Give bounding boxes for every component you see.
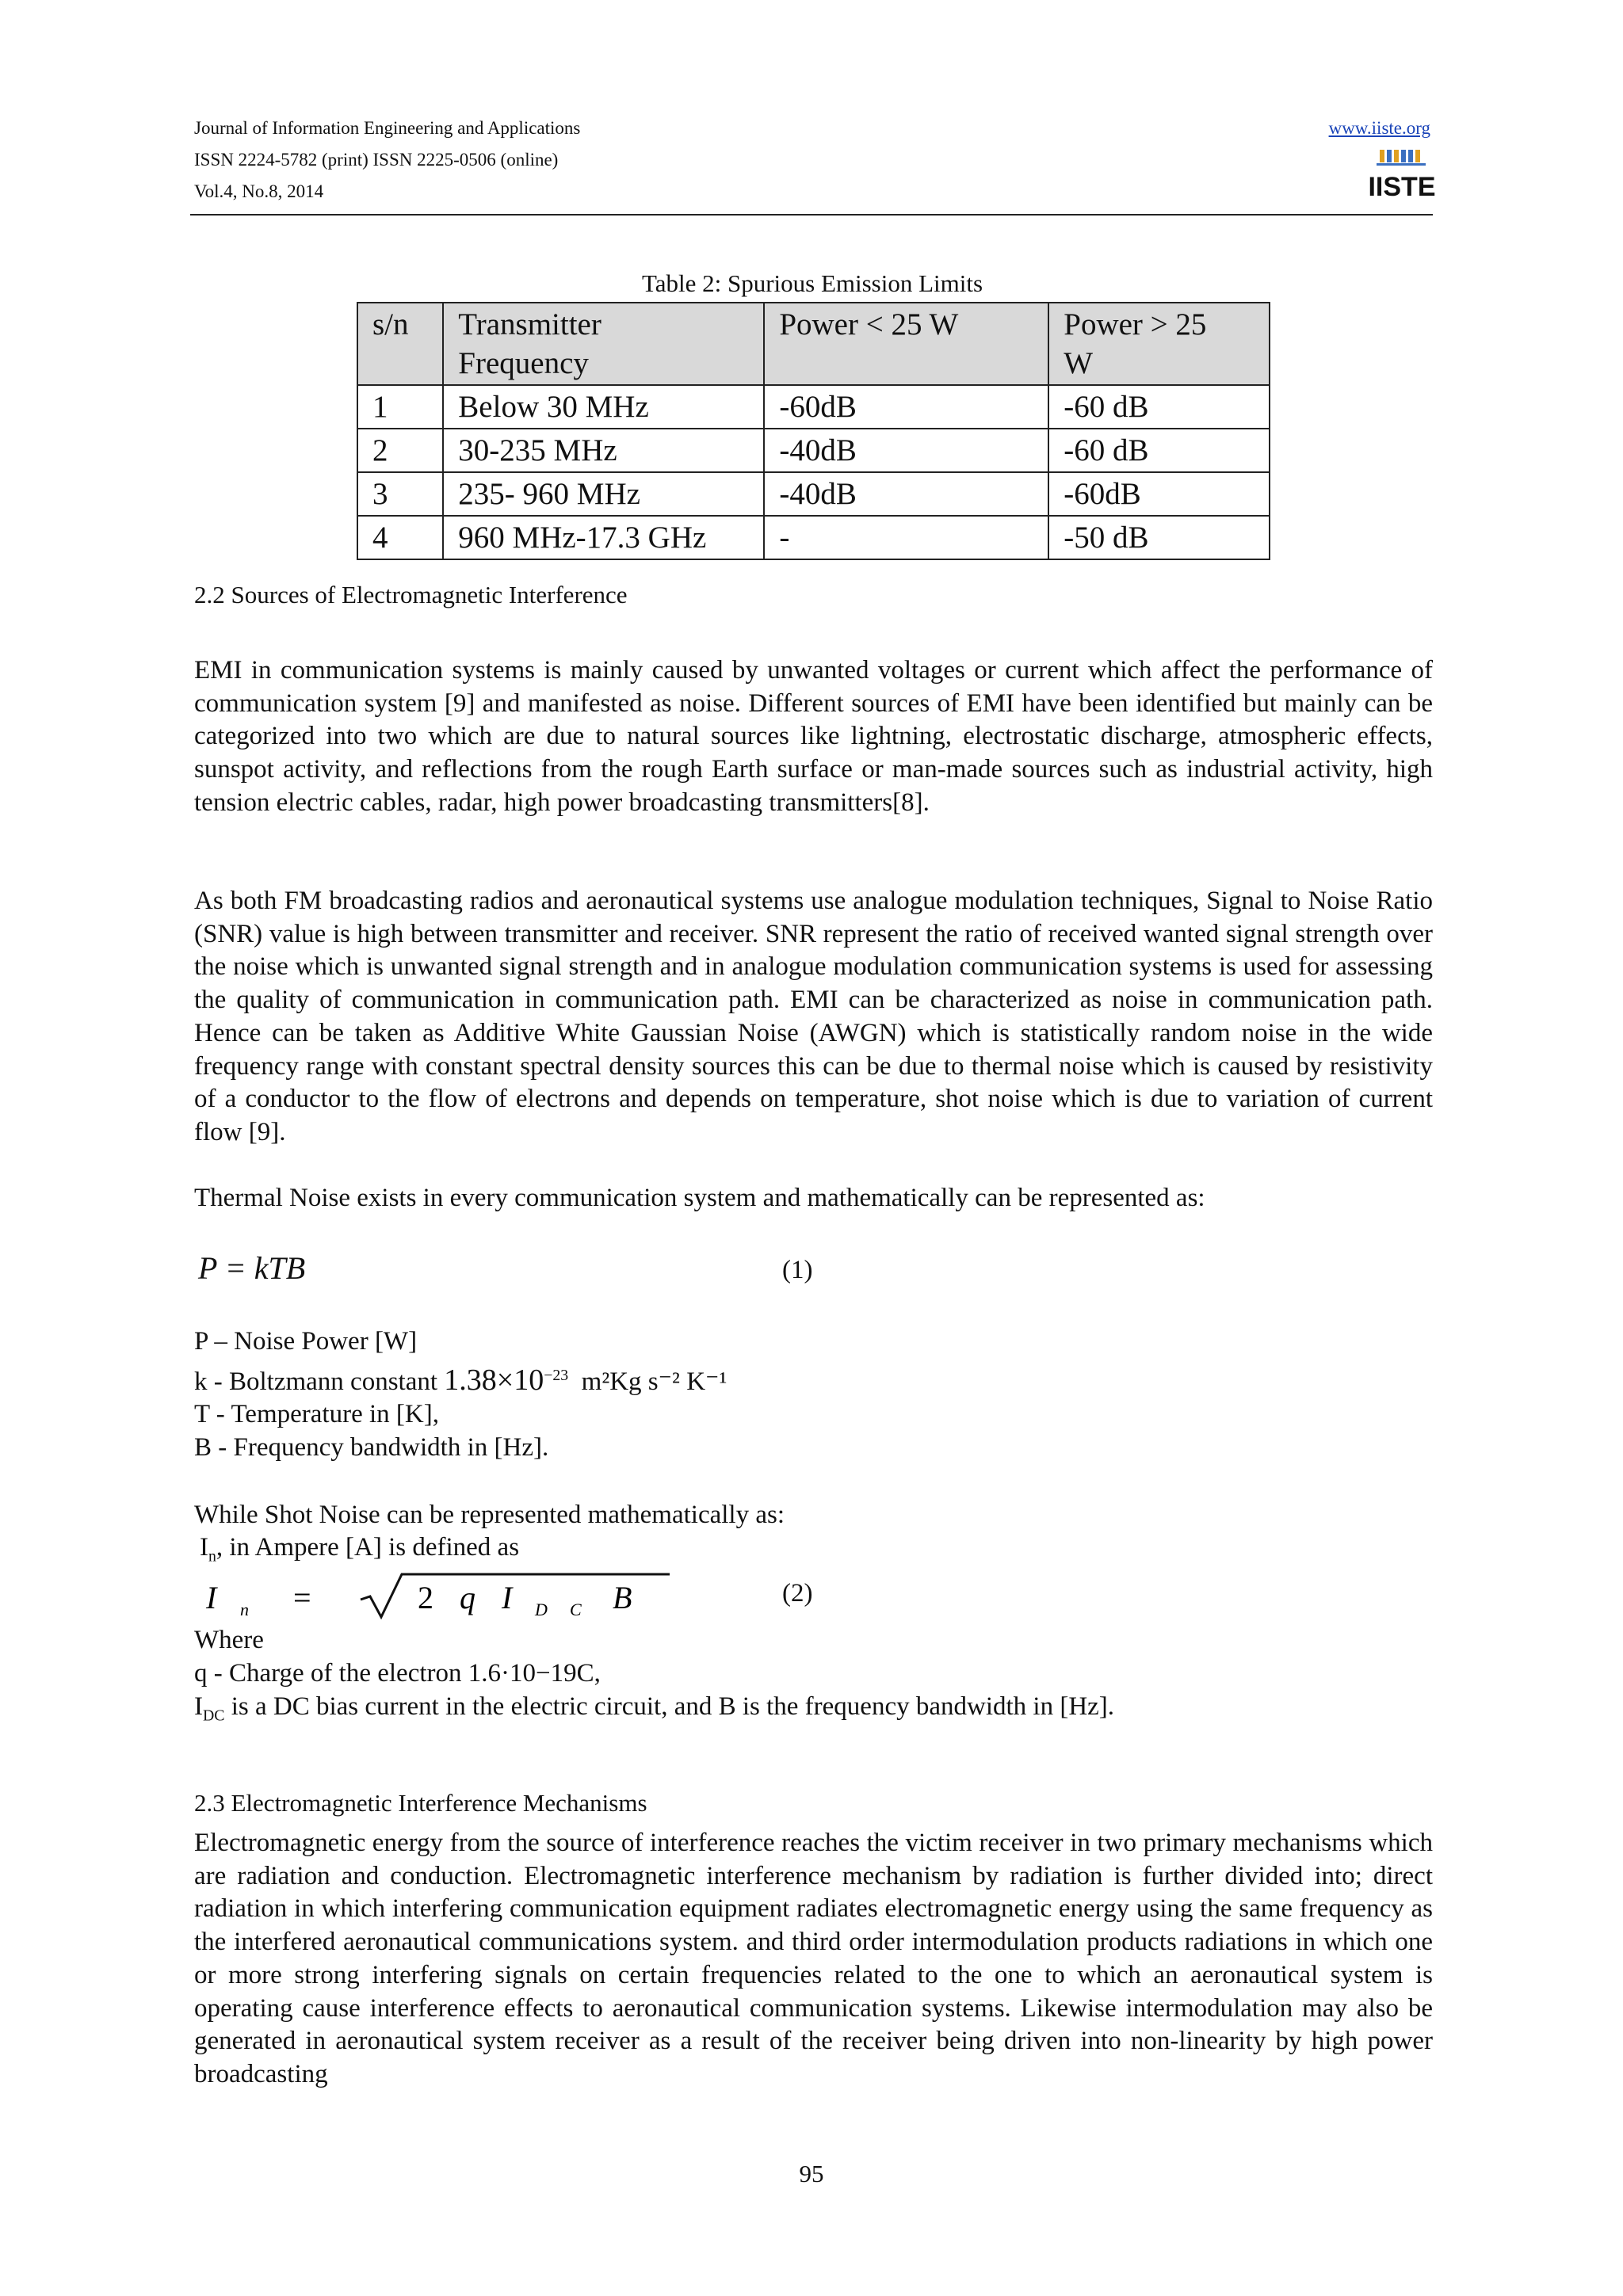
thermal-noise-intro: Thermal Noise exists in every communication system and mathematically can be represented as:	[194, 1184, 1205, 1212]
definition-b: B - Frequency bandwidth in [Hz].	[194, 1433, 549, 1462]
svg-text:2: 2	[418, 1580, 433, 1615]
cell-power-lt: -60dB	[764, 385, 1048, 429]
cell-frequency: 30-235 MHz	[443, 429, 764, 472]
equation-2	[194, 1573, 685, 1620]
cell-frequency: 960 MHz-17.3 GHz	[443, 516, 764, 559]
table-caption: Table 2: Spurious Emission Limits	[641, 269, 983, 297]
table-header-row	[357, 303, 1270, 385]
header-right	[1308, 113, 1430, 144]
equation-1: P = kTB	[198, 1250, 306, 1286]
cell-frequency: Below 30 MHz	[443, 385, 764, 429]
in-definition: $I_n$, in Ampere [A] is defined as	[200, 1533, 520, 1566]
svg-text:B: B	[613, 1580, 632, 1615]
paragraph-interference-mechanisms: Electromagnetic energy from the source of interference reaches the victim receiver in two primary mechanisms which are radiation and conduction. Electromagnetic interference mechanism by radiation is further divided into; direct radiation in which interfering communication equipment radiates electromagnetic energy using the same frequency as the interfered aeronautical communications system. and third order intermodulation products radiations in which one or more strong interfering signals on certain frequencies related to the one to which an aeronautical system is operating cause interference effects to aeronautical communication systems. Likewise intermodulation may also be generated in aeronautical system receiver as a result of the receiver being driven into non-linearity by high power broadcasting	[194, 1829, 1433, 2088]
cell-power-gt: -60dB	[1048, 472, 1270, 516]
definition-k: k - Boltzmann constant $1.38\times 10^{-23}$ m²Kg s⁻² K⁻¹	[194, 1363, 727, 1397]
cell-power-lt: -	[764, 516, 1048, 559]
section-heading-2-3: 2.3 Electromagnetic Interference Mechanisms	[194, 1789, 647, 1817]
cell-frequency: 235- 960 MHz	[443, 472, 764, 516]
definition-q: q - Charge of the electron 1.6·10−19C,	[194, 1659, 601, 1688]
cell-power-gt: -50 dB	[1048, 516, 1270, 559]
website-link[interactable]: www.iiste.org	[1328, 118, 1430, 138]
equation-2-number: (2)	[782, 1579, 813, 1608]
equation-1-number: (1)	[782, 1256, 813, 1284]
journal-header	[194, 113, 580, 208]
cell-power-lt: -40dB	[764, 472, 1048, 516]
svg-text:I: I	[206, 1580, 217, 1615]
header-frequency: Transmitter Frequency	[443, 303, 764, 385]
header-power-gt-25: Power > 25 W	[1048, 303, 1270, 385]
svg-text:=: =	[293, 1580, 311, 1615]
table-row	[357, 516, 1270, 559]
paragraph-emi-sources: EMI in communication systems is mainly caused by unwanted voltages or current which affect the performance of communication system [9] and manifested as noise. Different sources of EMI have been identified but mainly can be categorized into two which are due to natural sources like lightning, electrostatic discharge, atmospheric effects, sunspot activity, and reflections from the rough Earth surface or man-made sources such as industrial activity, high tension electric cables, radar, high power broadcasting transmitters[8].	[194, 656, 1433, 817]
svg-text:n: n	[240, 1600, 249, 1619]
journal-issn: ISSN 2224-5782 (print) ISSN 2225-0506 (online)	[194, 150, 559, 170]
paragraph-snr: As both FM broadcasting radios and aeronautical systems use analogue modulation techniques, Signal to Noise Ratio (SNR) value is high between transmitter and receiver. SNR represent the ratio of received wanted signal strength over the noise which is unwanted signal strength and in analogue modulation communication systems is used for assessing the quality of communication in communication path. EMI can be characterized as noise in communication path. Hence can be taken as Additive White Gaussian Noise (AWGN) which is statistically random noise in the wide frequency range with constant spectral density sources this can be due to thermal noise which is caused by resistivity of a conductor to the flow of electrons and depends on temperature, shot noise which is due to variation of current flow [9].	[194, 887, 1433, 1146]
table-row	[357, 472, 1270, 516]
journal-title: Journal of Information Engineering and Applications	[194, 118, 581, 138]
cell-sn: 2	[357, 429, 443, 472]
cell-sn: 3	[357, 472, 443, 516]
svg-text:q: q	[460, 1580, 475, 1615]
header-power-lt-25: Power < 25 W	[764, 303, 1048, 385]
page-number: 95	[799, 2160, 824, 2187]
cell-sn: 4	[357, 516, 443, 559]
table-row	[357, 429, 1270, 472]
logo-text: IISTE	[1368, 172, 1436, 202]
where-label: Where	[194, 1626, 264, 1654]
iiste-logo	[1368, 147, 1436, 204]
spurious-emission-table	[357, 302, 1270, 560]
svg-text:I: I	[502, 1580, 513, 1615]
cell-power-gt: -60 dB	[1048, 385, 1270, 429]
header-sn: s/n	[357, 303, 443, 385]
definition-t: T - Temperature in [K],	[194, 1400, 439, 1428]
section-heading-2-2: 2.2 Sources of Electromagnetic Interference	[194, 581, 628, 608]
header-divider	[190, 214, 1433, 215]
svg-text:C: C	[570, 1600, 582, 1619]
cell-sn: 1	[357, 385, 443, 429]
cell-power-gt: -60 dB	[1048, 429, 1270, 472]
cell-power-lt: -40dB	[764, 429, 1048, 472]
svg-text:D: D	[535, 1600, 548, 1619]
shot-noise-intro: While Shot Noise can be represented mathematically as:	[194, 1501, 785, 1529]
definition-idc: $I_{DC}$ is a DC bias current in the electric circuit, and B is the frequency bandwidth in [Hz].	[194, 1692, 1115, 1725]
journal-volume: Vol.4, No.8, 2014	[194, 181, 324, 201]
definition-p: P – Noise Power [W]	[194, 1327, 418, 1356]
table-row	[357, 385, 1270, 429]
